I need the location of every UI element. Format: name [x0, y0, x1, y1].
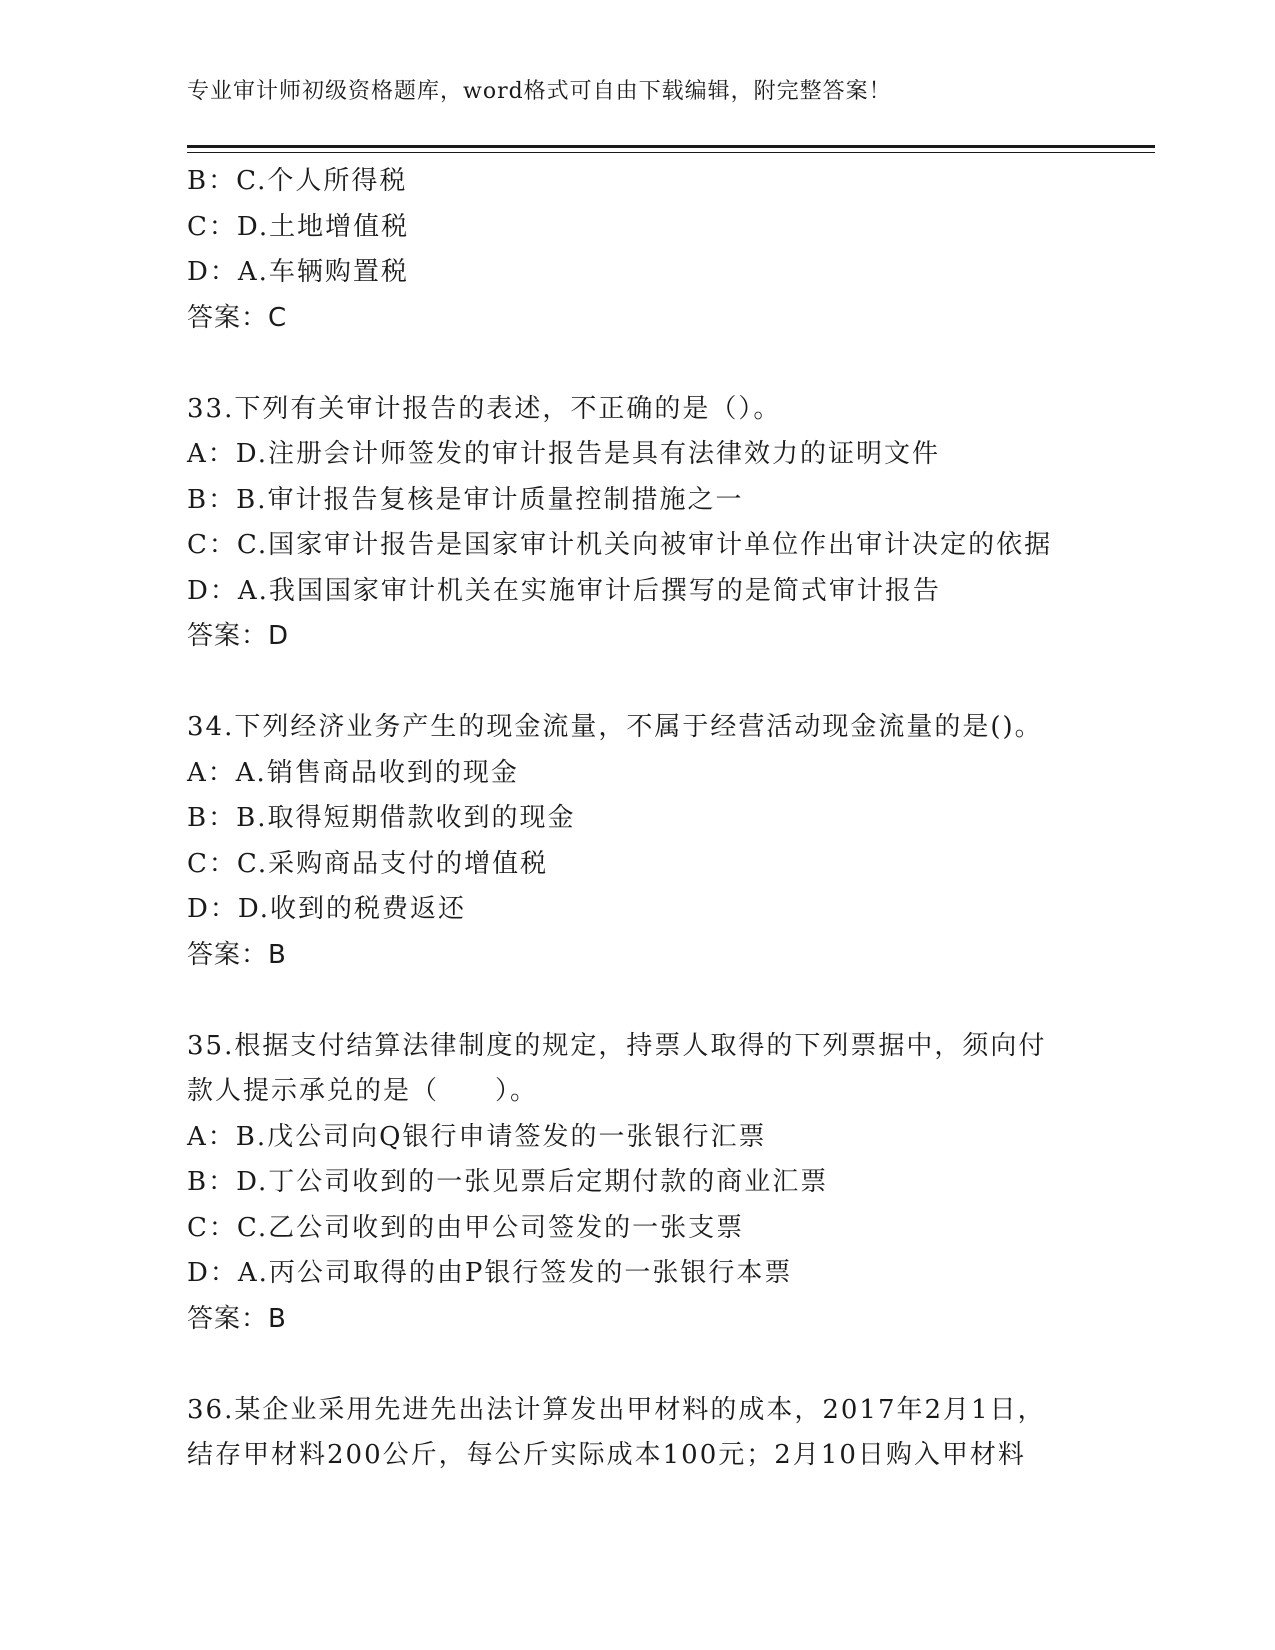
option-line: D：A.车辆购置税: [187, 257, 409, 287]
question-block: [187, 1024, 1087, 1343]
option-line: A：D.注册会计师签发的审计报告是具有法律效力的证明文件: [187, 439, 940, 469]
block-spacer: [187, 341, 1087, 387]
answer-line: 答案：B: [187, 1303, 287, 1334]
question-block: [187, 387, 1087, 660]
block-spacer: [187, 660, 1087, 706]
question-stem: 35.根据支付结算法律制度的规定，持票人取得的下列票据中，须向付: [187, 1030, 1047, 1061]
page-header: 专业审计师初级资格题库，word格式可自由下载编辑，附完整答案！: [187, 79, 892, 104]
question-block: [187, 1388, 1087, 1479]
header-rule-thick: [187, 145, 1155, 148]
option-line: C：D.土地增值税: [187, 211, 410, 242]
option-line: B：B.审计报告复核是审计质量控制措施之一: [187, 484, 744, 515]
option-line: A：B.戊公司向Q银行申请签发的一张银行汇票: [187, 1121, 767, 1152]
block-spacer: [187, 978, 1087, 1024]
question-stem: 33.下列有关审计报告的表述，不正确的是（）。: [187, 393, 782, 424]
option-line: C：C.乙公司收到的由甲公司签发的一张支票: [187, 1212, 745, 1243]
block-spacer: [187, 1342, 1087, 1388]
question-stem: 34.下列经济业务产生的现金流量，不属于经营活动现金流量的是()。: [187, 712, 1043, 742]
option-line: D：A.丙公司取得的由P银行签发的一张银行本票: [187, 1258, 793, 1288]
question-content: [187, 159, 1087, 1479]
question-stem: 36.某企业采用先进先出法计算发出甲材料的成本，2017年2月1日，: [187, 1394, 1046, 1425]
option-line: B：C.个人所得税: [187, 166, 408, 196]
option-line: B：D.丁公司收到的一张见票后定期付款的商业汇票: [187, 1167, 829, 1197]
option-line: A：A.销售商品收到的现金: [187, 757, 519, 788]
option-line: C：C.国家审计报告是国家审计机关向被审计单位作出审计决定的依据: [187, 530, 1053, 560]
option-line: D：D.收到的税费返还: [187, 894, 467, 924]
question-stem: 结存甲材料200公斤，每公斤实际成本100元；2月10日购入甲材料: [187, 1440, 1026, 1470]
option-line: D：A.我国国家审计机关在实施审计后撰写的是简式审计报告: [187, 575, 941, 606]
option-line: C：C.采购商品支付的增值税: [187, 848, 549, 879]
answer-line: 答案：B: [187, 939, 287, 970]
question-block: [187, 159, 1087, 341]
question-stem: 款人提示承兑的是（ ）。: [187, 1076, 539, 1106]
answer-line: 答案：C: [187, 302, 288, 333]
header-rule-thin: [187, 152, 1155, 153]
answer-line: 答案：D: [187, 621, 290, 651]
option-line: B：B.取得短期借款收到的现金: [187, 803, 576, 833]
question-block: [187, 705, 1087, 978]
